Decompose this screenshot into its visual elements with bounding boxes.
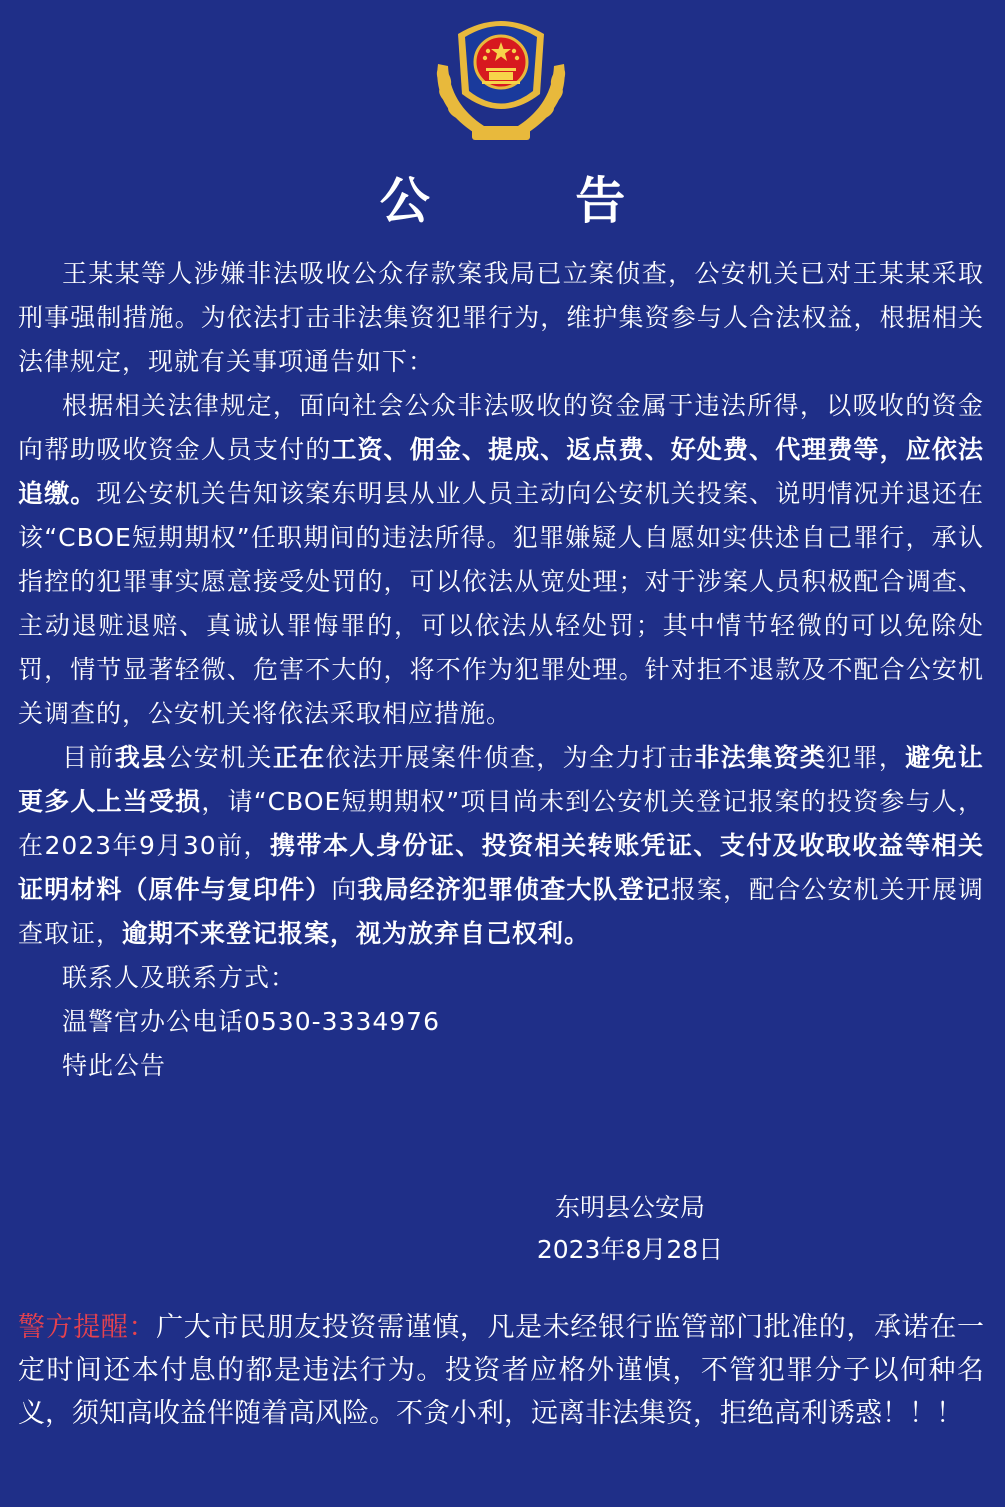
announcement-body — [18, 252, 984, 1088]
police-reminder — [18, 1306, 984, 1435]
text-span: 向 — [331, 875, 358, 904]
paragraph-intro: 王某某等人涉嫌非法吸收公众存款案我局已立案侦查，公安机关已对王某某采取刑事强制措施。为依法打击非法集资犯罪行为，维护集资参与人合法权益，根据相关法律规定，现就有关事项通告如下： — [18, 259, 984, 376]
paragraph-legal — [18, 384, 984, 736]
bold-span: 非法集资类 — [694, 743, 827, 772]
text-span: 现公安机关告知该案东明县从业人员主动向公安机关投案、说明情况并退还在该“CBOE短期期权”任职期间的违法所得。犯罪嫌疑人自愿如实供述自己罪行，承认指控的犯罪事实愿意接受处罚的，可以依法从宽处理；对于涉案人员积极配合调查、主动退赃退赔、真诚认罪悔罪的，可以依法从轻处罚；其中情节轻微的可以免除处罚，情节显著轻微、危害不大的，将不作为犯罪处理。针对拒不退款及不配合公安机关调查的，公安机关将依法采取相应措施。 — [18, 479, 984, 728]
contact-label: 联系人及联系方式： — [62, 963, 297, 992]
paragraph-registration — [18, 736, 984, 956]
signature-org: 东明县公安局 — [554, 1193, 705, 1222]
bold-span: 我局经济犯罪侦查大队登记 — [357, 875, 671, 904]
text-span: 公安机关 — [167, 743, 273, 772]
text-span: 犯罪， — [826, 743, 906, 772]
bold-span: 逾期不来登记报案，视为放弃自己权利。 — [122, 919, 591, 948]
text-span: ，请“CBOE短期期权”项目尚未到公安机关登记报案的投资参与人，在2023年9月30前， — [18, 787, 984, 860]
contact-phone: 温警官办公电话0530-3334976 — [62, 1007, 440, 1036]
reminder-label: 警方提醒： — [18, 1312, 157, 1343]
text-span: 目前 — [62, 743, 115, 772]
bold-span: 正在 — [272, 743, 326, 772]
closing-line: 特此公告 — [62, 1051, 167, 1080]
signature-date: 2023年8月28日 — [536, 1235, 724, 1264]
text-span: 根据相关法律规定，面向社会公众非法吸收的资金属于违法所得，以吸收的资金向帮助吸收资金人员支付的 — [18, 391, 984, 464]
bold-span: 工资、佣金、提成、返点费、好处费、代理费等，应依法追缴。 — [18, 435, 984, 508]
text-span: 依法开展案件侦查，为全力打击 — [325, 743, 695, 772]
police-emblem-icon — [428, 6, 574, 146]
bold-span: 避免让更多人上当受损 — [18, 743, 984, 816]
bold-span: 我县 — [114, 743, 168, 772]
text-span: 报案，配合公安机关开展调查取证， — [18, 875, 984, 948]
reminder-text: 广大市民朋友投资需谨慎，凡是未经银行监管部门批准的，承诺在一定时间还本付息的都是违法行为。投资者应格外谨慎，不管犯罪分子以何种名义，须知高收益伴随着高风险。不贪小利，远离非法集资，拒绝高利诱惑！！！ — [18, 1312, 985, 1429]
page-title: 公 告 — [379, 172, 690, 230]
bold-span: 携带本人身份证、投资相关转账凭证、支付及收取收益等相关证明材料（原件与复印件） — [18, 831, 984, 904]
